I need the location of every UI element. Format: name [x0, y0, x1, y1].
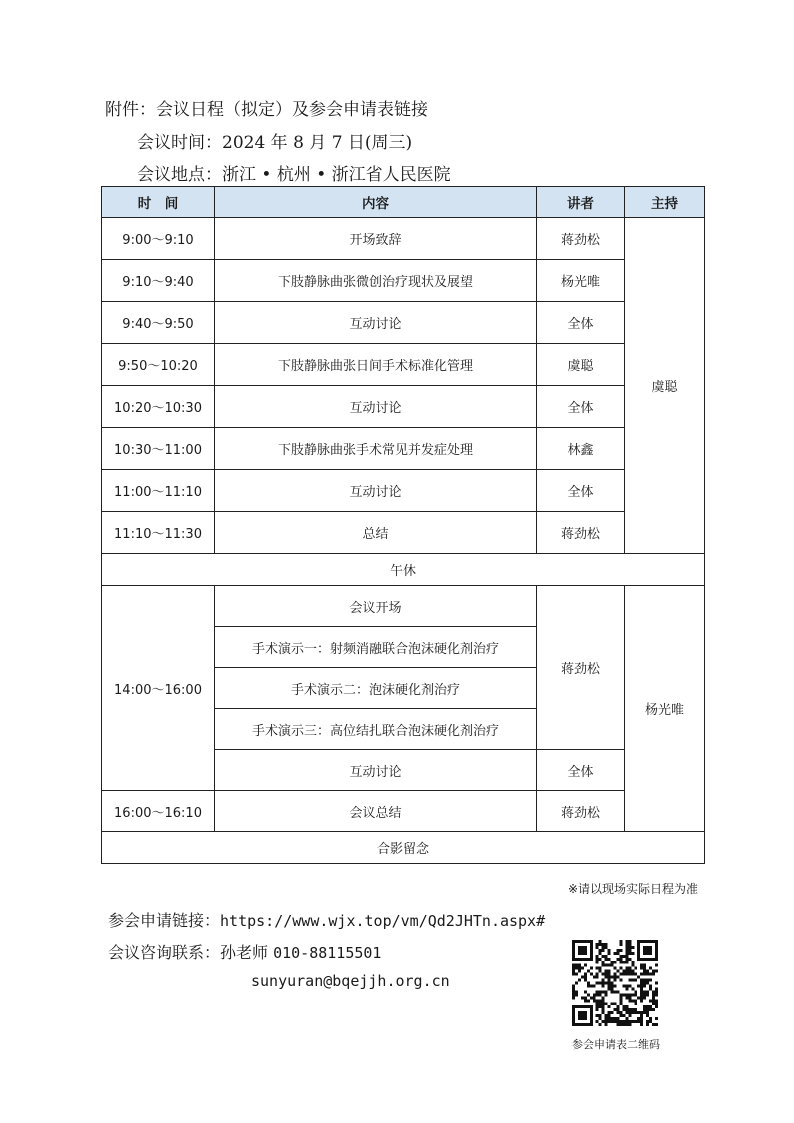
photo-cell: 合影留念 [102, 832, 705, 864]
morning-host: 虞聪 [625, 218, 705, 554]
attachment-title: 附件：会议日程（拟定）及参会申请表链接 [105, 100, 428, 120]
table-row [102, 386, 705, 428]
photo-row [102, 832, 705, 864]
row-time: 9:50～10:20 [102, 344, 215, 386]
row-time: 10:20～10:30 [102, 386, 215, 428]
table-row [102, 260, 705, 302]
table-row [102, 512, 705, 554]
registration-link[interactable]: https://www.wjx.top/vm/Qd2JHTn.aspx# [220, 912, 546, 930]
qr-caption: 参会申请表二维码 [572, 1038, 660, 1051]
contact-phone: 010-88115501 [273, 944, 382, 962]
schedule-note: ※请以现场实际日程为准 [567, 882, 698, 896]
row-speaker: 虞聪 [537, 344, 625, 386]
meeting-time: 会议时间：2024 年 8 月 7 日(周三) [137, 133, 413, 153]
row-time: 10:30～11:00 [102, 428, 215, 470]
table-row [102, 218, 705, 260]
row-time: 9:40～9:50 [102, 302, 215, 344]
lunch-row [102, 554, 705, 586]
table-row [102, 586, 705, 627]
row-content: 开场致辞 [215, 218, 537, 260]
row-time: 9:10～9:40 [102, 260, 215, 302]
afternoon-host: 杨光唯 [625, 586, 705, 832]
closing-speaker: 蒋劲松 [537, 791, 625, 832]
row-speaker: 全体 [537, 386, 625, 428]
contact-label: 会议咨询联系：孙老师 [108, 943, 274, 962]
header-speaker: 讲者 [537, 187, 625, 218]
header-host: 主持 [625, 187, 705, 218]
schedule-table [101, 186, 705, 864]
row-speaker: 蒋劲松 [537, 512, 625, 554]
row-content: 下肢静脉曲张微创治疗现状及展望 [215, 260, 537, 302]
row-speaker: 杨光唯 [537, 260, 625, 302]
row-speaker: 全体 [537, 302, 625, 344]
table-row [102, 428, 705, 470]
table-row [102, 470, 705, 512]
meeting-place: 会议地点：浙江 • 杭州 • 浙江省人民医院 [137, 165, 451, 185]
afternoon-item: 互动讨论 [215, 750, 537, 791]
row-content: 总结 [215, 512, 537, 554]
header-time: 时 间 [102, 187, 215, 218]
afternoon-item: 手术演示三：高位结扎联合泡沫硬化剂治疗 [215, 709, 537, 750]
closing-time: 16:00～16:10 [102, 791, 215, 832]
row-content: 下肢静脉曲张手术常见并发症处理 [215, 428, 537, 470]
afternoon-time: 14:00～16:00 [102, 586, 215, 791]
table-row [102, 791, 705, 832]
row-content: 互动讨论 [215, 302, 537, 344]
link-label: 参会申请链接： [108, 911, 221, 930]
table-row [102, 302, 705, 344]
link-line [108, 908, 545, 931]
row-speaker: 蒋劲松 [537, 218, 625, 260]
contact-email[interactable]: sunyuran@bqejjh.org.cn [251, 972, 450, 990]
closing-content: 会议总结 [215, 791, 537, 832]
row-content: 下肢静脉曲张日间手术标准化管理 [215, 344, 537, 386]
row-time: 9:00～9:10 [102, 218, 215, 260]
discussion-speaker: 全体 [537, 750, 625, 791]
row-content: 互动讨论 [215, 386, 537, 428]
row-speaker: 林鑫 [537, 428, 625, 470]
header-content: 内容 [215, 187, 537, 218]
afternoon-item: 手术演示一：射频消融联合泡沫硬化剂治疗 [215, 627, 537, 668]
row-content: 互动讨论 [215, 470, 537, 512]
row-speaker: 全体 [537, 470, 625, 512]
row-time: 11:10～11:30 [102, 512, 215, 554]
afternoon-speaker: 蒋劲松 [537, 586, 625, 750]
afternoon-item: 会议开场 [215, 586, 537, 627]
row-time: 11:00～11:10 [102, 470, 215, 512]
qr-code-icon [572, 940, 658, 1026]
lunch-cell: 午休 [102, 554, 705, 586]
table-row [102, 344, 705, 386]
contact-line [108, 940, 381, 963]
afternoon-item: 手术演示二：泡沫硬化剂治疗 [215, 668, 537, 709]
